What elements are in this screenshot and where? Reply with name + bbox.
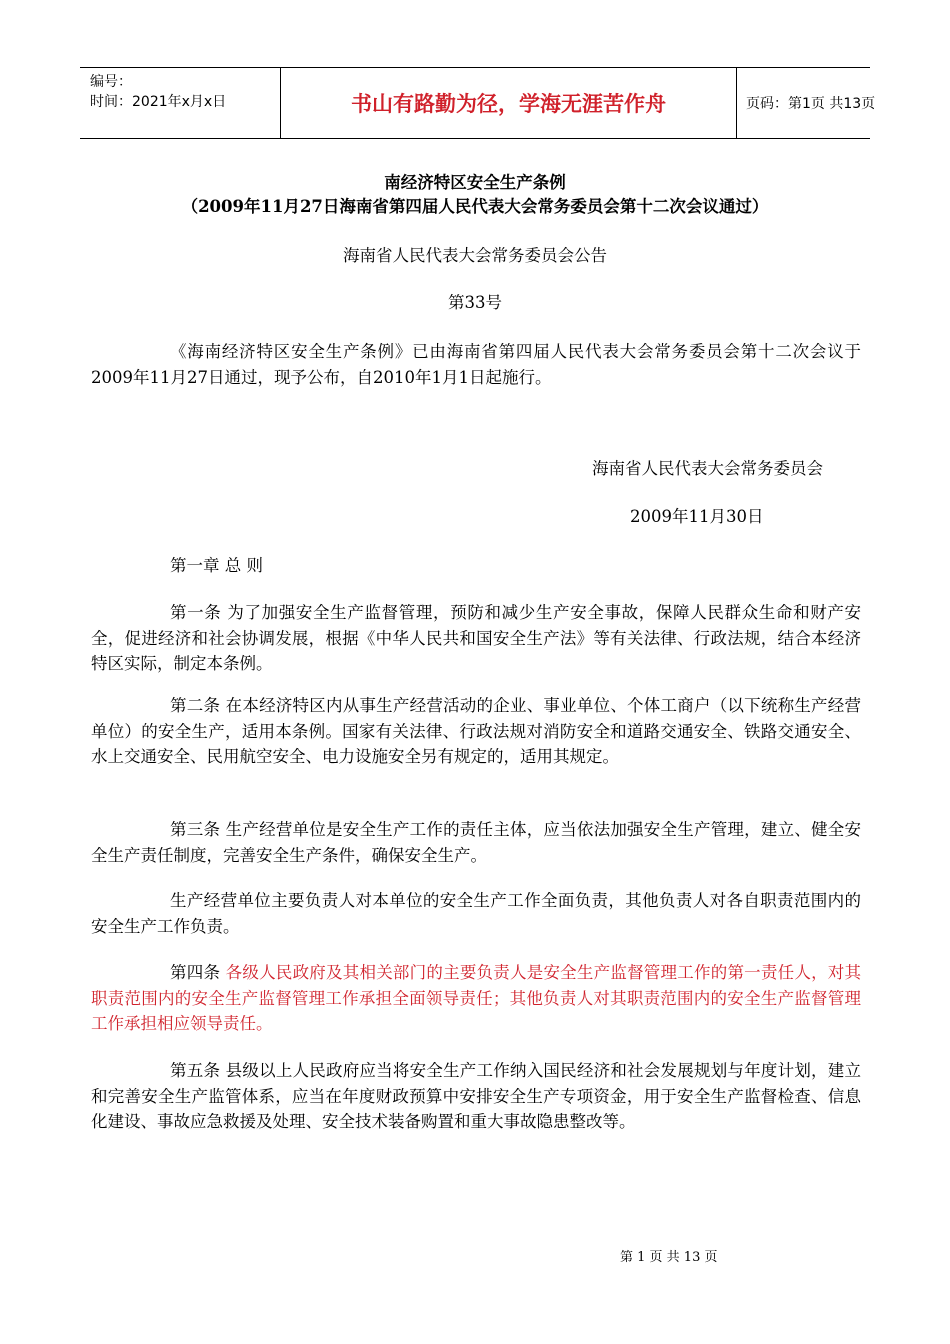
header-meta xyxy=(80,68,280,138)
header-motto: 书山有路勤为径，学海无涯苦作舟 xyxy=(280,68,737,138)
document-subtitle: （2009年11月27日海南省第四届人民代表大会常务委员会第十二次会议通过） xyxy=(181,197,769,216)
article-3-paragraph-2: 生产经营单位主要负责人对本单位的安全生产工作全面负责，其他负责人对各自职责范围内的安全生产工作负责。 xyxy=(91,891,861,936)
article-1: 第一条 为了加强安全生产监督管理，预防和减少生产安全事故，保障人民群众生命和财产安全，促进经济和社会协调发展，根据《中华人民共和国安全生产法》等有关法律、行政法规，结合本经济特区实际，制定本条例。 xyxy=(91,603,861,673)
document-number-label: 编号： xyxy=(90,74,132,90)
document-title: 南经济特区安全生产条例 xyxy=(384,173,566,192)
chapter-heading: 第一章 总 则 xyxy=(170,556,263,575)
notice-signature: 海南省人民代表大会常务委员会 xyxy=(592,459,823,478)
article-3: 第三条 生产经营单位是安全生产工作的责任主体，应当依法加强安全生产管理，建立、健全安全生产责任制度，完善安全生产条件，确保安全生产。 xyxy=(91,820,861,865)
article-4 xyxy=(91,960,861,1037)
article-4-label: 第四条 xyxy=(170,963,221,982)
document-header xyxy=(80,67,876,139)
notice-date: 2009年11月30日 xyxy=(630,507,764,526)
article-4-text: 各级人民政府及其相关部门的主要负责人是安全生产监督管理工作的第一责任人，对其职责范围内的安全生产监督管理工作承担全面领导责任；其他负责人对其职责范围内的安全生产监督管理工作承担相应领导责任。 xyxy=(91,963,862,1033)
article-5: 第五条 县级以上人民政府应当将安全生产工作纳入国民经济和社会发展规划与年度计划，建立和完善安全生产监管体系，应当在年度财政预算中安排安全生产专项资金，用于安全生产监督检查、信息化建设、事故应急救援及处理、安全技术装备购置和重大事故隐患整改等。 xyxy=(91,1061,861,1131)
document-time-label: 时间：2021年x月x日 xyxy=(90,94,227,110)
header-page-info: 页码：第1页 共13页 xyxy=(746,96,876,112)
notice-number: 第33号 xyxy=(448,293,502,312)
article-2: 第二条 在本经济特区内从事生产经营活动的企业、事业单位、个体工商户（以下统称生产经营单位）的安全生产，适用本条例。国家有关法律、行政法规对消防安全和道路交通安全、铁路交通安全、水上交通安全、民用航空安全、电力设施安全另有规定的，适用其规定。 xyxy=(91,696,861,766)
notice-body: 《海南经济特区安全生产条例》已由海南省第四届人民代表大会常务委员会第十二次会议于2009年11月27日通过，现予公布，自2010年1月1日起施行。 xyxy=(91,342,861,387)
notice-issuer: 海南省人民代表大会常务委员会公告 xyxy=(343,246,607,265)
page-footer: 第 1 页 共 13 页 xyxy=(620,1250,718,1265)
